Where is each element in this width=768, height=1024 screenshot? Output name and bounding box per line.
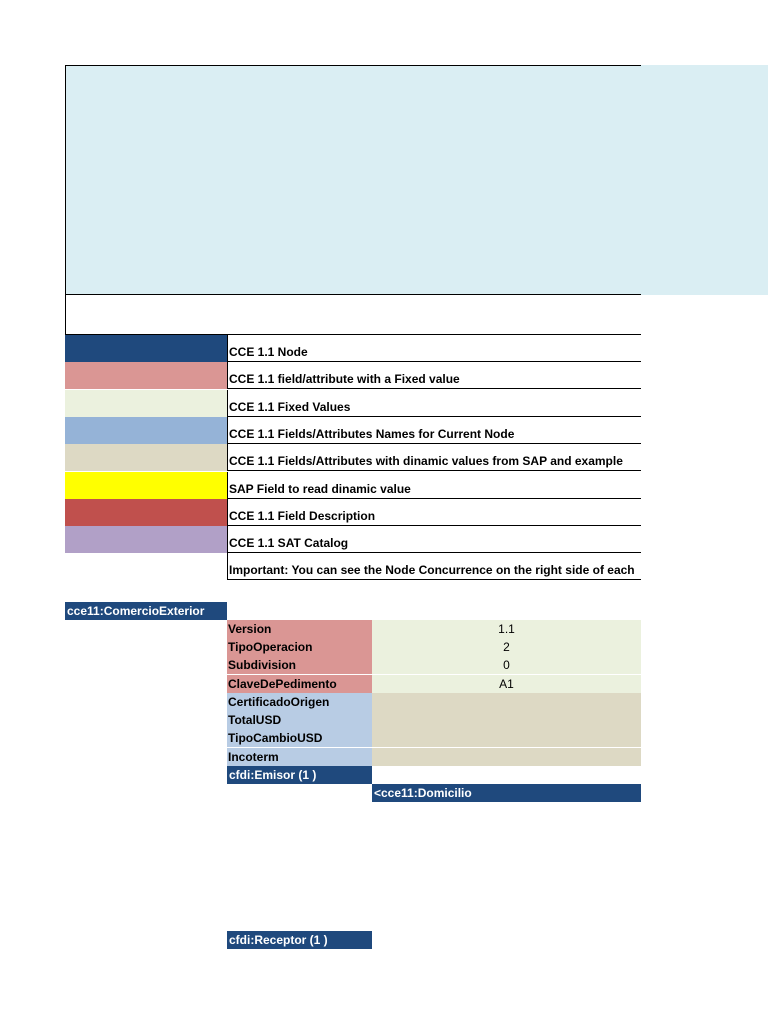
- legend-swatch: [65, 335, 227, 362]
- fixed-field-name: Subdivision: [227, 656, 372, 674]
- legend-swatch: [65, 444, 227, 471]
- header-spacer-row: [65, 295, 641, 335]
- legend-label: CCE 1.1 Node: [227, 335, 641, 362]
- legend-label: SAP Field to read dinamic value: [227, 472, 641, 499]
- legend-label: CCE 1.1 Fixed Values: [227, 390, 641, 417]
- domicilio-node-label: <cce11:Domicilio: [372, 784, 641, 802]
- header-area-extension: [641, 65, 768, 295]
- dynamic-field-name: TotalUSD: [227, 711, 372, 729]
- legend-swatch: [65, 499, 227, 526]
- legend-label: CCE 1.1 Fields/Attributes Names for Current Node: [227, 417, 641, 444]
- fixed-field-value: 1.1: [372, 620, 641, 638]
- legend-label: CCE 1.1 field/attribute with a Fixed value: [227, 362, 641, 389]
- legend-swatch: [65, 472, 227, 499]
- legend-label: CCE 1.1 Field Description: [227, 499, 641, 526]
- fixed-field-value: A1: [372, 675, 641, 693]
- dynamic-field-name: CertificadoOrigen: [227, 693, 372, 711]
- dynamic-field-name: TipoCambioUSD: [227, 729, 372, 747]
- legend-swatch: [65, 553, 227, 580]
- fixed-field-name: TipoOperacion: [227, 638, 372, 656]
- dynamic-field-value: [372, 711, 641, 729]
- fixed-field-value: 0: [372, 656, 641, 674]
- legend-label: CCE 1.1 SAT Catalog: [227, 526, 641, 553]
- legend-swatch: [65, 390, 227, 417]
- legend-swatch: [65, 417, 227, 444]
- fixed-field-value: 2: [372, 638, 641, 656]
- legend-label: CCE 1.1 Fields/Attributes with dinamic values from SAP and example: [227, 444, 641, 471]
- header-area: [65, 65, 641, 295]
- legend-swatch: [65, 362, 227, 389]
- dynamic-field-name: Incoterm: [227, 748, 372, 766]
- legend-label: Important: You can see the Node Concurrence on the right side of each: [227, 553, 641, 580]
- fixed-field-name: Version: [227, 620, 372, 638]
- legend-swatch: [65, 526, 227, 553]
- dynamic-field-value: [372, 748, 641, 766]
- root-node-label: cce11:ComercioExterior: [65, 602, 227, 620]
- receptor-node-label: cfdi:Receptor (1 ): [227, 931, 372, 949]
- dynamic-field-value: [372, 693, 641, 711]
- emisor-node-label: cfdi:Emisor (1 ): [227, 766, 372, 784]
- fixed-field-name: ClaveDePedimento: [227, 675, 372, 693]
- dynamic-field-value: [372, 729, 641, 747]
